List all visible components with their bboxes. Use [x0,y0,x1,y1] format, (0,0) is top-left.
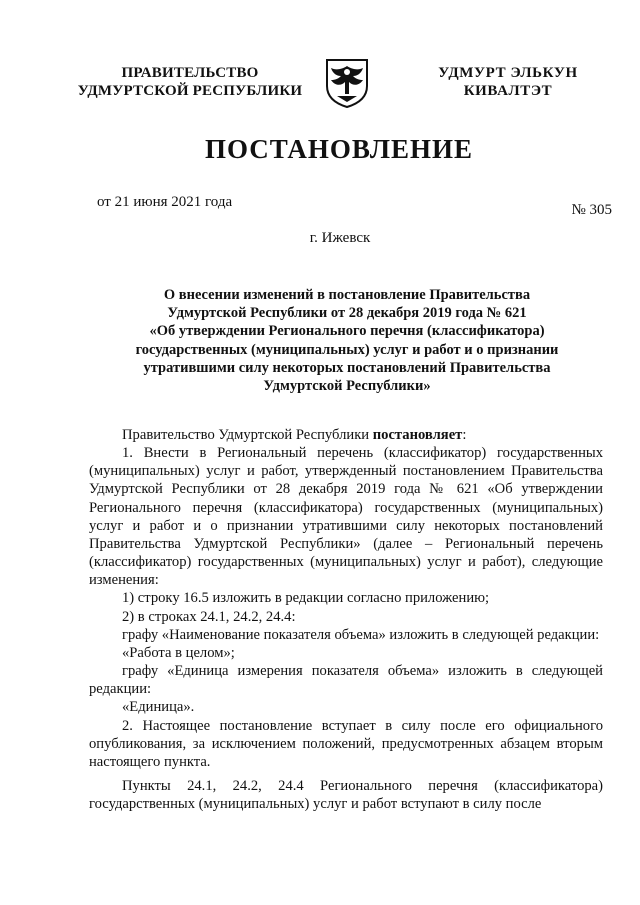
subject-line: «Об утверждении Регионального перечня (классификатора) [149,323,545,340]
intro-bold-text: постановляет [372,427,463,443]
document-subject [120,286,574,395]
subject-line: О внесении изменений в постановление Правительства [163,287,531,303]
document-city: г. Ижевск [309,230,371,246]
body-item-1-2: 2) в строках 24.1, 24.2, 24.4: [122,608,296,625]
document-number: № 305 [571,202,612,218]
body-item-1-2b: графу «Единица измерения показателя объема» изложить в следующей редакции: [89,663,603,698]
header-right-line1: УДМУРТ ЭЛЬКУН [438,65,578,81]
header-right [398,64,618,100]
document-body [89,426,603,813]
subject-line: государственных (муниципальных) услуг и работ и о признании [135,341,559,358]
subject-line: Удмуртской Республики» [263,378,431,395]
header-left-line1: ПРАВИТЕЛЬСТВО [121,65,259,81]
intro-end: : [462,427,467,443]
body-item-1-1: 1) строку 16.5 изложить в редакции согласно приложению; [122,590,490,607]
header-left [60,64,320,100]
body-item-1-2a: графу «Наименование показателя объема» изложить в следующей редакции: [122,626,600,643]
body-paragraph-1: 1. Внести в Региональный перечень (классификатор) государственных (муниципальных) услуг и работ, утвержденный постановлением Правительства Удмуртской Республики от 28 декабря 2019 года № 621 «Об утверждении Регионального перечня (классификатора) государственных (муниципальных) услуг и работ и о признании утратившими силу некоторых постановлений Правительства Удмуртской Республики» (далее – Региональный перечень (классификатор) государственных (муниципальных) услуг и работ), следующие изменения: [89,445,603,589]
subject-line: Удмуртской Республики от 28 декабря 2019 года № 621 [167,305,527,322]
document-date: от 21 июня 2021 года [97,194,233,210]
body-intro [89,426,603,444]
body-item-1-2a-value: «Работа в целом»; [122,644,235,661]
subject-line: утратившими силу некоторых постановлений Правительства [143,359,551,376]
header-right-line2: КИВАЛТЭТ [463,83,553,99]
body-item-1-2b-value: «Единица». [122,699,195,716]
body-paragraph-2: 2. Настоящее постановление вступает в силу после его официального опубликования, за исключением положений, предусмотренных абзацем вторым настоящего пункта. [89,717,603,770]
intro-text: Правительство Удмуртской Республики [122,427,373,443]
header-left-line2: УДМУРТСКОЙ РЕСПУБЛИКИ [77,83,303,99]
coat-of-arms-emblem-icon [323,56,371,108]
document-title: ПОСТАНОВЛЕНИЕ [204,134,474,164]
body-paragraph-3: Пункты 24.1, 24.2, 24.4 Регионального перечня (классификатора) государственных (муниципальных) услуг и работ вступают в силу после [89,777,603,813]
